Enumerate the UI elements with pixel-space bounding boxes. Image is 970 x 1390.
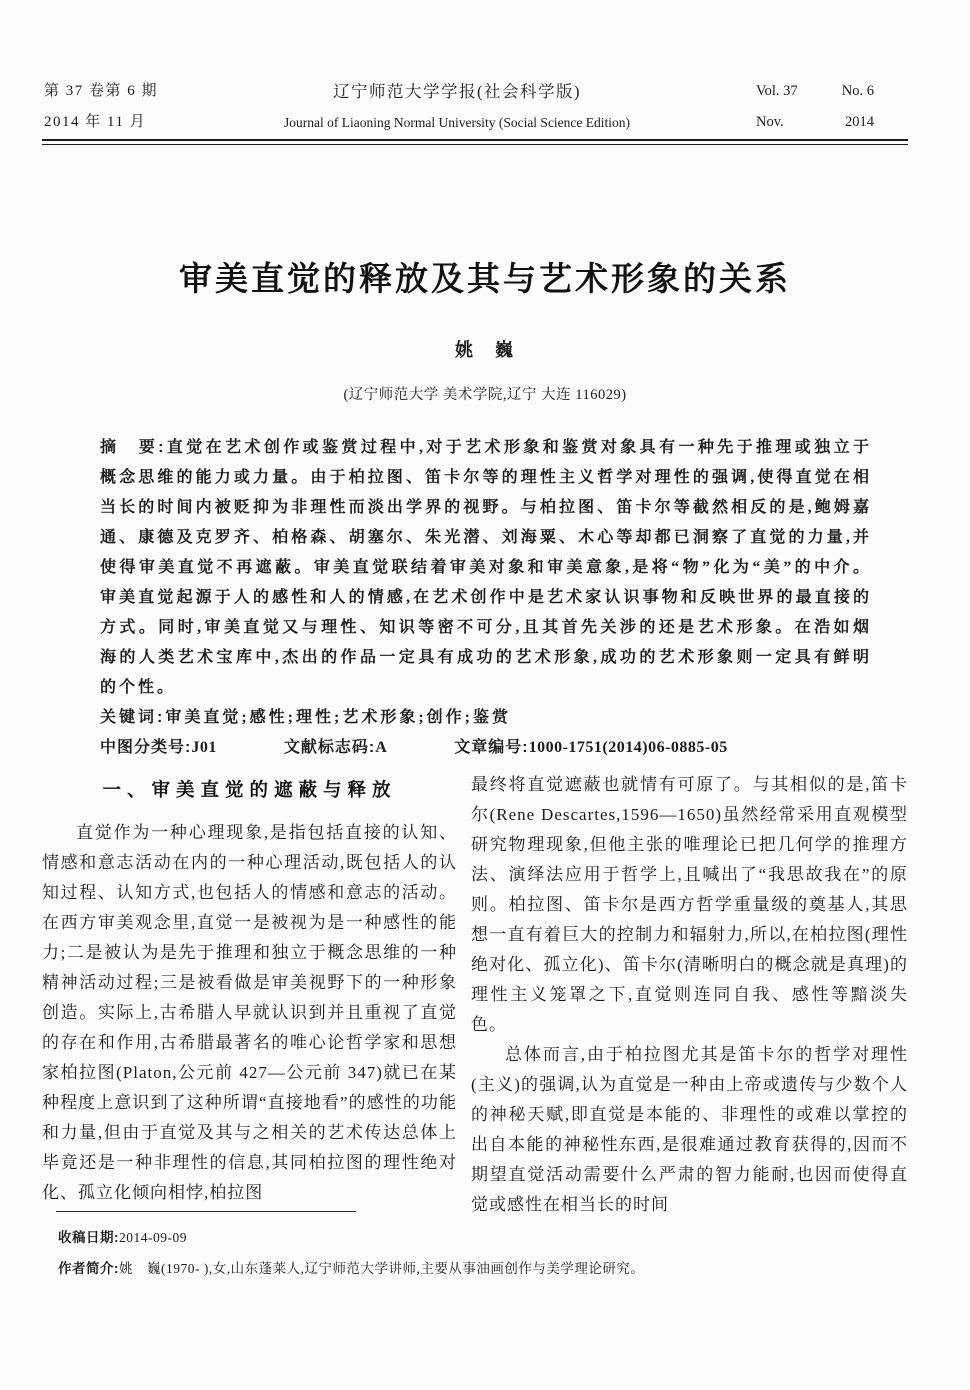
- journal-title-cn: 辽宁师范大学学报(社会科学版): [333, 82, 581, 101]
- masthead-divider: [42, 139, 908, 145]
- received-date-label: 收稿日期:: [58, 1230, 119, 1245]
- issue-date-cn: 2014 年 11 月: [44, 114, 147, 130]
- footnote-divider: [56, 1211, 356, 1212]
- clc-value: J01: [191, 739, 217, 756]
- received-date-line: [58, 1222, 908, 1253]
- volume-row: [756, 76, 874, 107]
- doc-code-value: A: [375, 739, 388, 756]
- year-en: 2014: [845, 114, 874, 130]
- keywords-label: 关键词:: [100, 709, 166, 726]
- month-en: Nov.: [756, 114, 784, 130]
- clc-label: 中图分类号:: [100, 739, 192, 756]
- masthead-volume-block: [756, 76, 874, 138]
- masthead-issue-block: [44, 76, 158, 138]
- abstract-paragraph: [100, 433, 872, 703]
- masthead-title-block: [158, 76, 756, 138]
- author-bio-text: 姚 巍(1970- ),女,山东蓬莱人,辽宁师范大学讲师,主要从事油画创作与美学理论研究。: [119, 1261, 645, 1276]
- received-date-value: 2014-09-09: [119, 1230, 187, 1245]
- article-id-value: 1000-1751(2014)06-0885-05: [528, 739, 728, 756]
- date-row: [756, 107, 874, 138]
- article-id-label: 文章编号:: [454, 739, 529, 756]
- body-paragraph: 直觉作为一种心理现象,是指包括直接的认知、情感和意志活动在内的一种心理活动,既包括人的认知过程、认知方式,也包括人的情感和意志的活动。在西方审美观念里,直觉一是被视为是一种感性的能力;二是被认为是先于推理和独立于概念思维的一种精神活动过程;三是被看做是审美视野下的一种形象创造。实际上,古希腊人早就认识到并且重视了直觉的存在和作用,古希腊最著名的唯心论哲学家和思想家柏拉图(Platon,公元前 427—公元前 347)就已在某种程度上意识到了这种所谓“直接地看”的感性的功能和力量,但由于直觉及其与之相关的艺术传达总体上毕竟还是一种非理性的信息,其同柏拉图的理性绝对化、孤立化倾向相悖,柏拉图: [42, 823, 457, 1202]
- journal-title-en: Journal of Liaoning Normal University (Social Science Edition): [283, 115, 631, 130]
- author-bio-label: 作者简介:: [58, 1261, 119, 1276]
- clc-item: [100, 739, 217, 756]
- keywords-text: 审美直觉;感性;理性;艺术形象;创作;鉴赏: [165, 709, 511, 726]
- doc-code-label: 文献标志码:: [283, 739, 376, 756]
- author-affiliation: (辽宁师范大学 美术学院,辽宁 大连 116029): [343, 387, 627, 403]
- author-name: 姚 巍: [455, 340, 515, 360]
- number-en: No. 6: [841, 83, 874, 99]
- journal-masthead: [44, 76, 908, 138]
- article-id-item: [454, 739, 727, 756]
- article-body: [42, 770, 908, 1220]
- footnote-block: [58, 1222, 908, 1284]
- right-column: [471, 770, 908, 1220]
- body-paragraph: 总体而言,由于柏拉图尤其是笛卡尔的哲学对理性(主义)的强调,认为直觉是一种由上帝或遗传与少数个人的神秘天赋,即直觉是本能的、非理性的或难以掌控的出自本能的神秘性东西,是很难通过教育获得的,因而不期望直觉活动需要什么严肃的智力能耐,也因而使得直觉或感性在相当长的时间: [471, 1045, 908, 1214]
- body-paragraph: 最终将直觉遮蔽也就情有可原了。与其相似的是,笛卡尔(Rene Descartes,1596—1650)虽然经常采用直观模型研究物理现象,但他主张的唯理论已把几何学的推理方法、演绎法应用于哲学上,且喊出了“我思故我在”的原则。柏拉图、笛卡尔是西方哲学重量级的奠基人,其思想一直有着巨大的控制力和辐射力,所以,在柏拉图(理性绝对化、孤立化)、笛卡尔(清晰明白的概念就是真理)的理性主义笼罩之下,直觉则连同自我、感性等黯淡失色。: [471, 775, 908, 1034]
- keywords-line: [100, 703, 872, 733]
- author-bio-line: [58, 1253, 908, 1284]
- volume-en: Vol. 37: [756, 83, 798, 99]
- section-heading: 一、审美直觉的遮蔽与释放: [102, 779, 397, 800]
- doc-code-item: [284, 739, 387, 756]
- abstract-text: 直觉在艺术创作或鉴赏过程中,对于艺术形象和鉴赏对象具有一种先于推理或独立于概念思维的能力或力量。由于柏拉图、笛卡尔等的理性主义哲学对理性的强调,使得直觉在相当长的时间内被贬抑为非理性而淡出学界的视野。与柏拉图、笛卡尔等截然相反的是,鲍姆嘉通、康德及克罗齐、柏格森、胡塞尔、朱光潜、刘海粟、木心等却都已洞察了直觉的力量,并使得审美直觉不再遮蔽。审美直觉联结着审美对象和审美意象,是将“物”化为“美”的中介。审美直觉起源于人的感性和人的情感,在艺术创作中是艺术家认识事物和反映世界的最直接的方式。同时,审美直觉又与理性、知识等密不可分,且其首先关涉的还是艺术形象。在浩如烟海的人类艺术宝库中,杰出的作品一定具有成功的艺术形象,成功的艺术形象则一定具有鲜明的个性。: [100, 439, 872, 696]
- left-column: [42, 770, 457, 1220]
- article-title: 审美直觉的释放及其与艺术形象的关系: [179, 260, 791, 297]
- classification-line: [100, 733, 872, 763]
- issue-number-cn: 第 37 卷第 6 期: [44, 83, 159, 99]
- abstract-block: [100, 433, 872, 763]
- abstract-label: 摘 要:: [100, 439, 167, 456]
